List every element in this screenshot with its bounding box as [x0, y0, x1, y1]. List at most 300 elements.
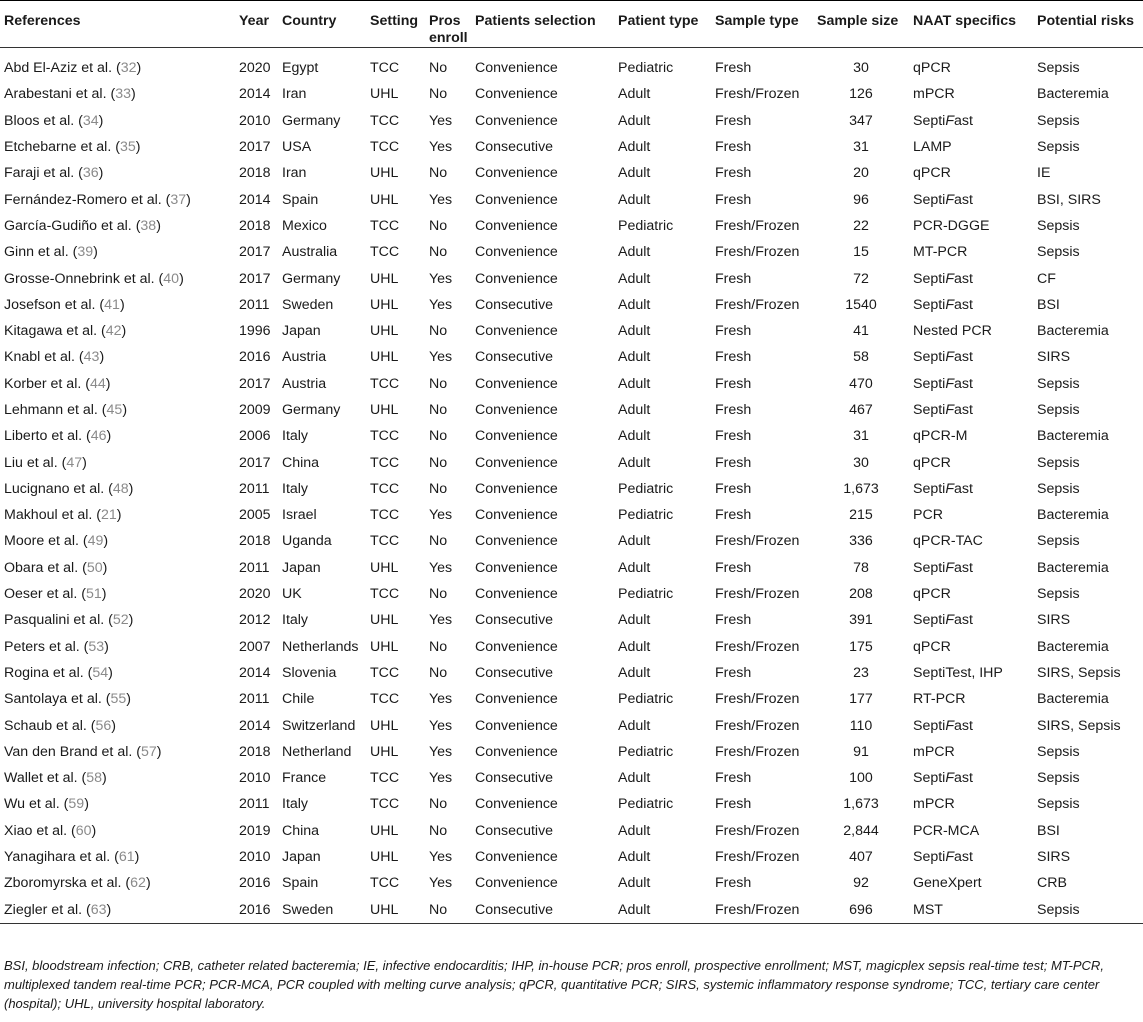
citation-close-paren: ) — [101, 586, 107, 603]
sample-type-cell: Fresh — [715, 480, 752, 497]
table-row — [0, 449, 1143, 475]
sample-type-cell: Fresh/Frozen — [715, 638, 800, 655]
year-cell: 2016 — [239, 349, 271, 366]
sample-size-cell: 126 — [849, 86, 873, 103]
year-cell: 2006 — [239, 428, 271, 445]
sample-type-cell: Fresh/Frozen — [715, 822, 800, 839]
sample-size-cell: 467 — [849, 402, 873, 418]
potential-risks-cell: Sepsis — [1037, 60, 1080, 77]
naat-text: mPCR — [913, 796, 955, 813]
naat-text-end: ast — [954, 191, 973, 208]
table-row — [0, 186, 1143, 212]
setting-cell: UHL — [370, 296, 399, 313]
naat-specifics-cell — [909, 265, 1033, 291]
year-cell: 2014 — [239, 717, 271, 734]
table-row — [0, 739, 1143, 765]
sample-type-cell: Fresh — [715, 349, 752, 366]
country-cell: Slovenia — [282, 664, 337, 681]
citation-number: 34 — [82, 112, 99, 129]
citation-close-paren: ) — [108, 664, 113, 681]
country-cell: Italy — [282, 428, 309, 445]
table-row — [0, 108, 1143, 134]
country-cell: Japan — [282, 323, 321, 340]
sample-size-cell: 2,844 — [843, 822, 879, 839]
sample-type-cell: Fresh — [715, 428, 752, 445]
reference-text: Wallet et al. ( — [4, 770, 87, 787]
year-cell: 2014 — [239, 664, 271, 681]
naat-text: SeptiTest, IHP — [913, 664, 1003, 681]
setting-cell: UHL — [370, 86, 399, 103]
reference-cell — [0, 844, 235, 870]
potential-risks-cell: BSI — [1037, 822, 1060, 839]
reference-cell — [0, 607, 235, 633]
country-cell: China — [282, 454, 320, 471]
naat-specifics-cell — [909, 318, 1033, 344]
potential-risks-cell: IE — [1037, 165, 1051, 182]
table-row — [0, 660, 1143, 686]
patient-type-cell: Adult — [618, 849, 651, 866]
naat-text-end: ast — [954, 349, 973, 366]
potential-risks-cell: Bacteremia — [1037, 638, 1109, 655]
patients-selection-cell: Convenience — [475, 60, 558, 77]
naat-specifics-cell — [909, 239, 1033, 265]
naat-specifics-cell — [909, 502, 1033, 528]
potential-risks-cell: Sepsis — [1037, 796, 1080, 813]
table-footnote: BSI, bloodstream infection; CRB, catheter related bacteremia; IE, infective endocarditis; IHP, in-house PCR; pros enroll, prospective enrollment; MST, magicplex sepsis real-time test; MT-PCR, multiplexed tandem real-time PCR; PCR-MCA, PCR coupled with melting curve analysis; qPCR, quantitative PCR; SIRS, systemic inflammatory response syndrome; TCC, tertiary care center (hospital); UHL, university hospital laboratory. — [4, 958, 1104, 1011]
col-patient-type-header: Patient type — [614, 1, 711, 48]
reference-text: Moore et al. ( — [4, 533, 88, 550]
patients-selection-cell: Convenience — [475, 165, 558, 182]
sample-size-cell: 1540 — [845, 296, 877, 313]
table-row — [0, 581, 1143, 607]
citation-close-paren: ) — [136, 60, 142, 77]
year-cell: 2012 — [239, 612, 271, 629]
sample-size-cell: 92 — [853, 875, 869, 892]
setting-cell: TCC — [370, 244, 400, 261]
patients-selection-cell: Convenience — [475, 86, 558, 103]
table-row — [0, 265, 1143, 291]
patient-type-cell: Adult — [618, 349, 651, 366]
year-cell: 2011 — [239, 296, 270, 313]
naat-text: PCR — [913, 507, 943, 524]
table-row — [0, 371, 1143, 397]
sample-size-cell: 336 — [849, 533, 873, 550]
reference-text: Fernández-Romero et al. ( — [4, 191, 171, 208]
naat-text: Septi — [913, 296, 946, 313]
naat-text: qPCR-M — [913, 428, 968, 445]
table-row — [0, 239, 1143, 265]
col-sample-type-header: Sample type — [711, 1, 813, 48]
sample-size-cell: 58 — [853, 349, 869, 366]
reference-cell — [0, 239, 235, 265]
citation-number: 53 — [88, 638, 105, 655]
naat-text-end: ast — [954, 270, 973, 287]
sample-type-cell: Fresh — [715, 770, 752, 787]
col-patients-selection-header: Patients selection — [471, 1, 614, 48]
citation-number: 49 — [87, 533, 104, 550]
pros-enroll-cell: Yes — [429, 139, 453, 156]
citation-number: 36 — [82, 165, 99, 182]
naat-text-end: ast — [954, 770, 973, 787]
country-cell: Iran — [282, 86, 307, 103]
reference-cell — [0, 686, 235, 712]
reference-text: García-Gudiño et al. ( — [4, 217, 141, 234]
sample-size-cell: 30 — [853, 60, 869, 77]
naat-italic: F — [945, 612, 955, 629]
sample-type-cell: Fresh — [715, 375, 752, 392]
col-pros-enroll-header: Pros enroll — [425, 1, 471, 48]
pros-enroll-cell: Yes — [429, 875, 453, 892]
year-cell: 2011 — [239, 559, 270, 576]
setting-cell: UHL — [370, 191, 399, 208]
patients-selection-cell: Consecutive — [475, 822, 554, 839]
naat-italic: F — [945, 270, 955, 287]
citation-number: 50 — [86, 559, 103, 576]
table-spacer — [0, 48, 1143, 56]
naat-text: Septi — [913, 559, 946, 576]
setting-cell: UHL — [366, 897, 425, 924]
reference-cell — [0, 81, 235, 107]
setting-cell: TCC — [370, 428, 400, 445]
sample-type-cell: Fresh — [715, 139, 752, 156]
potential-risks-cell: Sepsis — [1037, 480, 1080, 497]
pros-enroll-cell: No — [429, 375, 448, 392]
setting-cell: TCC — [370, 60, 400, 77]
reference-cell — [0, 318, 235, 344]
reference-cell — [0, 449, 235, 475]
potential-risks-cell: Sepsis — [1033, 897, 1143, 924]
pros-enroll-cell: No — [429, 402, 448, 418]
reference-cell — [0, 528, 235, 554]
pros-enroll-cell: No — [429, 454, 448, 471]
setting-cell: TCC — [370, 480, 400, 497]
naat-text: Septi — [913, 349, 946, 366]
patient-type-cell: Pediatric — [618, 507, 674, 524]
reference-cell — [0, 634, 235, 660]
pros-enroll-cell: No — [429, 244, 448, 261]
citation-number: 37 — [170, 191, 187, 208]
naat-text-end: ast — [954, 375, 973, 392]
citation-close-paren: ) — [145, 875, 151, 892]
pros-enroll-cell: Yes — [429, 296, 453, 313]
reference-cell — [0, 739, 235, 765]
table-row — [0, 712, 1143, 738]
setting-cell: UHL — [370, 638, 399, 655]
citation-close-paren: ) — [93, 244, 98, 261]
patient-type-cell: Adult — [618, 822, 651, 839]
patient-type-cell: Adult — [618, 717, 651, 734]
naat-specifics-cell — [909, 213, 1033, 239]
year-cell: 2017 — [239, 244, 271, 261]
naat-specifics-cell — [909, 160, 1033, 186]
sample-type-cell: Fresh — [715, 796, 752, 813]
year-cell: 2020 — [239, 586, 271, 603]
citation-close-paren: ) — [122, 402, 128, 418]
reference-cell — [0, 765, 235, 791]
pros-enroll-cell: No — [429, 638, 448, 655]
naat-text: qPCR — [913, 165, 951, 182]
country-cell: Israel — [282, 507, 317, 524]
patient-type-cell: Adult — [618, 533, 651, 550]
reference-text: Abd El-Aziz et al. ( — [4, 60, 121, 77]
reference-text: Schaub et al. ( — [4, 717, 96, 734]
patients-selection-cell: Consecutive — [475, 349, 554, 366]
reference-cell — [0, 344, 235, 370]
citation-close-paren: ) — [179, 270, 184, 287]
naat-text: Nested PCR — [913, 323, 992, 340]
year-cell: 2018 — [239, 743, 271, 760]
naat-text-end: ast — [954, 612, 973, 629]
pros-enroll-cell: Yes — [429, 191, 453, 208]
patient-type-cell: Adult — [618, 428, 651, 445]
potential-risks-cell: Sepsis — [1037, 375, 1080, 392]
patient-type-cell: Adult — [618, 664, 651, 681]
year-cell: 2016 — [235, 897, 278, 924]
patients-selection-cell: Convenience — [475, 402, 558, 418]
table-row — [0, 528, 1143, 554]
citation-close-paren: ) — [102, 559, 108, 576]
citation-number: 45 — [106, 402, 123, 418]
citation-number: 46 — [90, 428, 107, 445]
reference-cell — [0, 134, 235, 160]
sample-size-cell: 15 — [853, 244, 869, 261]
citation-close-paren: ) — [126, 691, 131, 708]
citation-number: 54 — [92, 664, 109, 681]
naat-specifics-cell — [909, 134, 1033, 160]
pros-enroll-cell: No — [429, 796, 448, 813]
year-cell: 2018 — [239, 533, 271, 550]
pros-enroll-cell: Yes — [429, 612, 453, 629]
pros-enroll-cell: No — [429, 428, 448, 445]
pros-enroll-cell: Yes — [429, 691, 453, 708]
sample-size-cell: 30 — [853, 454, 869, 471]
patient-type-cell: Adult — [618, 244, 651, 261]
sample-type-cell: Fresh/Frozen — [715, 296, 800, 313]
country-cell: Spain — [282, 875, 319, 892]
country-cell: Egypt — [282, 60, 319, 77]
patient-type-cell: Adult — [618, 559, 651, 576]
naat-text: mPCR — [913, 743, 955, 760]
reference-cell — [0, 108, 235, 134]
pros-enroll-cell: Yes — [429, 270, 453, 287]
setting-cell: UHL — [370, 717, 399, 734]
table-row — [0, 502, 1143, 528]
potential-risks-cell: BSI, SIRS — [1037, 191, 1101, 208]
citation-close-paren: ) — [156, 743, 162, 760]
patient-type-cell: Adult — [618, 191, 651, 208]
naat-text: MT-PCR — [913, 244, 968, 261]
reference-text: Rogina et al. ( — [4, 664, 93, 681]
naat-italic: F — [945, 296, 955, 313]
country-cell: UK — [282, 586, 302, 603]
naat-specifics-cell — [909, 818, 1033, 844]
table-row — [0, 476, 1143, 502]
table-row — [0, 818, 1143, 844]
patient-type-cell: Pediatric — [618, 480, 674, 497]
naat-specifics-cell — [909, 423, 1033, 449]
year-cell: 2018 — [239, 217, 271, 234]
naat-italic: F — [945, 375, 955, 392]
year-cell: 2010 — [239, 112, 271, 129]
reference-text: Santolaya et al. ( — [4, 691, 111, 708]
patients-selection-cell: Consecutive — [475, 770, 554, 787]
setting-cell: TCC — [370, 796, 400, 813]
citation-close-paren: ) — [99, 349, 105, 366]
naat-text: GeneXpert — [913, 875, 982, 892]
patients-selection-cell: Convenience — [475, 849, 558, 866]
reference-cell — [0, 292, 235, 318]
sample-type-cell: Fresh — [715, 270, 752, 287]
naat-text: Septi — [913, 849, 946, 866]
table-row — [0, 897, 1143, 924]
patient-type-cell: Adult — [618, 165, 651, 182]
citation-close-paren: ) — [128, 612, 134, 629]
setting-cell: UHL — [370, 822, 399, 839]
sample-size-cell: 407 — [849, 849, 873, 866]
citation-close-paren: ) — [102, 770, 107, 787]
pros-enroll-cell: No — [425, 897, 471, 924]
country-cell: France — [282, 770, 327, 787]
sample-type-cell: Fresh — [715, 323, 752, 340]
setting-cell: TCC — [370, 112, 400, 129]
patients-selection-cell: Consecutive — [475, 139, 554, 156]
citation-number: 42 — [105, 323, 122, 340]
year-cell: 2019 — [239, 822, 271, 839]
sample-size-cell: 31 — [853, 139, 869, 156]
potential-risks-cell: SIRS, Sepsis — [1037, 717, 1121, 734]
table-body — [0, 48, 1143, 924]
naat-italic: F — [945, 849, 955, 866]
reference-text: Liberto et al. ( — [4, 428, 91, 445]
pros-enroll-cell: No — [429, 480, 448, 497]
sample-type-cell: Fresh — [715, 454, 752, 471]
naat-italic: F — [945, 112, 955, 129]
year-cell: 2018 — [239, 165, 271, 182]
naat-specifics-cell — [909, 870, 1033, 896]
country-cell: Germany — [282, 270, 341, 287]
citation-close-paren: ) — [104, 638, 109, 655]
naat-text: Septi — [913, 612, 946, 629]
reference-cell — [0, 581, 235, 607]
citation-number: 47 — [66, 454, 83, 471]
potential-risks-cell: SIRS, Sepsis — [1037, 664, 1121, 681]
patient-type-cell: Adult — [618, 112, 651, 129]
naat-specifics-cell — [909, 186, 1033, 212]
sample-size-cell: 41 — [853, 323, 869, 340]
country-cell: Netherlands — [282, 638, 359, 655]
sample-size-cell: 91 — [853, 743, 869, 760]
reference-cell — [0, 897, 235, 924]
naat-specifics-cell — [909, 607, 1033, 633]
naat-text: qPCR — [913, 454, 951, 471]
table-row — [0, 791, 1143, 817]
table-row — [0, 555, 1143, 581]
year-cell: 2017 — [239, 375, 271, 392]
naat-italic: F — [945, 480, 955, 497]
potential-risks-cell: Sepsis — [1037, 454, 1080, 471]
year-cell: 2005 — [239, 507, 271, 524]
citation-number: 43 — [83, 349, 100, 366]
potential-risks-cell: Bacteremia — [1037, 559, 1109, 576]
sample-type-cell: Fresh — [715, 559, 752, 576]
reference-text: Xiao et al. ( — [4, 822, 76, 839]
citation-number: 21 — [101, 507, 117, 524]
patients-selection-cell: Convenience — [475, 638, 558, 655]
reference-text: Knabl et al. ( — [4, 349, 84, 366]
patient-type-cell: Adult — [618, 86, 651, 103]
setting-cell: UHL — [370, 349, 399, 366]
table-row — [0, 423, 1143, 449]
naat-text-end: ast — [954, 559, 973, 576]
patients-selection-cell: Convenience — [475, 323, 558, 340]
col-references-header: References — [0, 1, 235, 48]
naat-italic: F — [945, 770, 955, 787]
potential-risks-cell: SIRS — [1037, 849, 1071, 866]
year-cell: 2010 — [239, 770, 271, 787]
sample-size-cell: 20 — [853, 165, 869, 182]
potential-risks-cell: Sepsis — [1037, 112, 1080, 129]
naat-text: mPCR — [913, 86, 955, 103]
table-row — [0, 397, 1143, 423]
citation-close-paren: ) — [128, 480, 134, 497]
patients-selection-cell: Convenience — [475, 480, 558, 497]
reference-cell — [0, 186, 235, 212]
country-cell: Japan — [282, 559, 321, 576]
sample-type-cell: Fresh/Frozen — [715, 717, 800, 734]
patient-type-cell: Pediatric — [618, 60, 674, 77]
naat-specifics-cell — [909, 634, 1033, 660]
naat-text: Septi — [913, 717, 946, 734]
sample-type-cell: Fresh/Frozen — [711, 897, 813, 924]
citation-number: 39 — [77, 244, 94, 261]
potential-risks-cell: BSI — [1037, 296, 1060, 313]
pros-enroll-cell: No — [429, 60, 448, 77]
citation-number: 59 — [68, 796, 85, 813]
naat-specifics-cell — [909, 712, 1033, 738]
patients-selection-cell: Convenience — [475, 112, 558, 129]
citation-number: 44 — [89, 375, 106, 392]
sample-size-cell: 696 — [813, 897, 909, 924]
potential-risks-cell: Sepsis — [1037, 217, 1080, 234]
patients-selection-cell: Consecutive — [475, 296, 554, 313]
sample-type-cell: Fresh — [715, 664, 752, 681]
naat-text: Septi — [913, 112, 946, 129]
potential-risks-cell: CF — [1037, 270, 1056, 287]
citation-close-paren: ) — [98, 112, 104, 129]
country-cell: Iran — [282, 165, 307, 182]
country-cell: Chile — [282, 691, 315, 708]
reference-text: Josefson et al. ( — [4, 296, 105, 313]
reference-text: Korber et al. ( — [4, 375, 90, 392]
naat-specifics-cell — [909, 555, 1033, 581]
setting-cell: TCC — [370, 217, 400, 234]
pros-enroll-cell: Yes — [429, 507, 453, 524]
naat-specifics-cell — [909, 528, 1033, 554]
year-cell: 2010 — [239, 849, 271, 866]
reference-text: Lucignano et al. ( — [4, 480, 113, 497]
setting-cell: TCC — [370, 375, 400, 392]
naat-specifics-cell — [909, 449, 1033, 475]
table-row — [0, 870, 1143, 896]
pros-enroll-cell: No — [429, 533, 448, 550]
citation-number: 60 — [75, 822, 92, 839]
table-row — [0, 55, 1143, 81]
setting-cell: UHL — [370, 165, 399, 182]
year-cell: 2014 — [239, 191, 271, 208]
naat-specifics-cell — [909, 844, 1033, 870]
reference-text: Arabestani et al. ( — [4, 86, 116, 103]
sample-size-cell: 100 — [849, 770, 873, 787]
